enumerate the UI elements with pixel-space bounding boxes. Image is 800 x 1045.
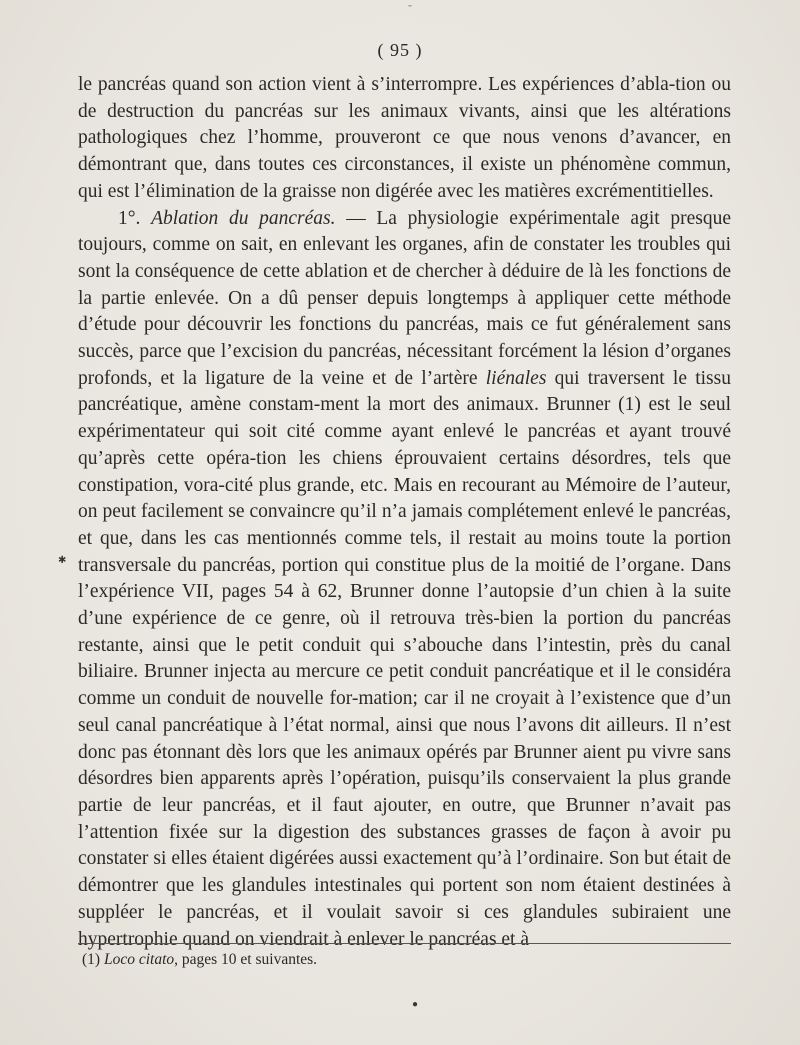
page-number: ( 95 ): [377, 40, 423, 60]
paragraph-text-a: — La physiologie expérimentale agit presque toujours, comme on sait, en enlevant les organes, afin de constater les troubles qui sont la conséquence de cette ablation et de chercher à déduire de là les fonctions de la partie enlevée. On a dû penser depuis longtemps à appliquer cette méthode d’étude pour découvrir les fonctions du pancréas, mais ce fut généralement sans succès, parce que l’excision du pancréas, nécessitant forcément la lésion d’organes profonds, et la ligature de la veine et de l’artère: [78, 207, 731, 389]
paragraph-ablation: [78, 206, 731, 954]
footnote-marker: (1): [82, 951, 104, 968]
italic-term: liénales: [485, 367, 547, 389]
footnote-text: , pages 10 et suivantes.: [174, 951, 318, 968]
paragraph-intro: le pancréas quand son action vient à s’interrompre. Les expériences d’abla-tion ou de destruction du pancréas sur les animaux vivants, ainsi que les altérations pathologiques chez l’homme, prouveront ce que nous venons d’avancer, en démontrant que, dans toutes ces circonstances, il existe un phénomène commun, qui est l’élimination de la graisse non digérée avec les matières excrémentitielles.: [78, 74, 731, 202]
paragraph-text-b: qui traversent le tissu pancréatique, amène constam-ment la mort des animaux. Brunner (1) est le seul expérimentateur qui soit cité comme ayant enlevé le pancréas et ayant trouvé qu’après cette opéra-tion les chiens éprouvaient certains désordres, tels que constipation, vora-cité plus grande, etc. Mais en recourant au Mémoire de l’auteur, on peut facilement se convaincre qu’il n’a jamais complétement enlevé le pancréas, et que, dans les cas mentionnés comme tels, il restait au moins toute la portion transversale du pancréas, portion qui constitue plus de la moitié de l’organe. Dans l’expérience VII, pages 54 à 62, Brunner donne l’autopsie d’un chien à la suite d’une expérience de ce genre, où il retrouva très-bien la portion du pancréas restante, ainsi que le petit conduit qui s’abouche dans l’intestin, près du canal biliaire. Brunner injecta au mercure ce petit conduit pancréatique et il le considéra comme un conduit de nouvelle for-mation; car il ne croyait à l’existence que d’un seul canal pancréatique à l’état normal, ainsi que nous l’avons dit ailleurs. Il n’est donc pas étonnant dès lors que les animaux opérés par Brunner aient pu vivre sans désordres bien apparents après l’opération, puisqu’ils conservaient la plus grande partie de leur pancréas, et il faut ajouter, en outre, que Brunner n’avait pas l’attention fixée sur la digestion des substances grasses de façon à avoir pu constater si elles étaient digérées aussi exactement qu’à l’ordinaire. Son but était de démontrer que les glandules intestinales qui portent son nom étaient destinées à suppléer le pancréas, et il voulait savoir si ces glandules subiraient une hypertrophie quand on viendrait à enlever le pancréas et à: [78, 367, 731, 950]
bottom-mark: ●: [412, 999, 419, 1010]
section-number: 1°.: [118, 207, 152, 229]
speck-mark: ˘: [408, 2, 412, 16]
footnote-rule: [78, 943, 731, 944]
margin-mark: ✱: [58, 555, 67, 566]
footnote: [82, 950, 722, 970]
section-heading: Ablation du pancréas.: [151, 207, 336, 229]
footnote-italic: Loco citato: [103, 951, 175, 968]
body-text: [78, 72, 731, 953]
